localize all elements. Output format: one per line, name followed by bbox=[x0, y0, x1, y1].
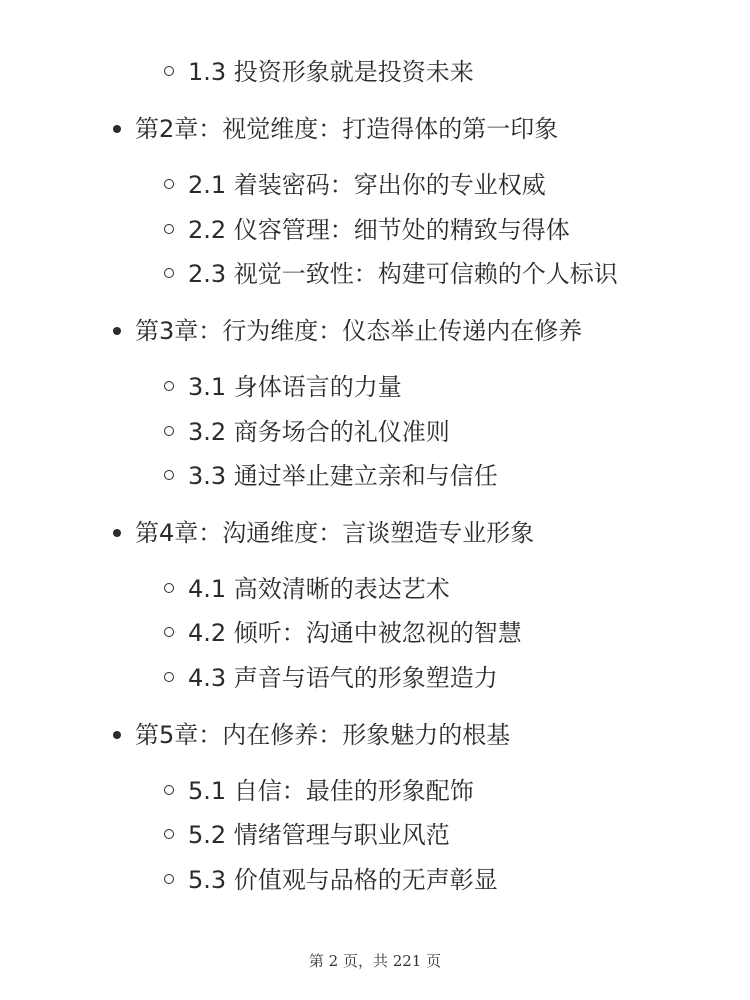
toc-section-1-3[interactable] bbox=[188, 52, 474, 92]
toc-item-label: 4.2 倾听：沟通中被忽视的智慧 bbox=[188, 619, 522, 647]
toc-section-4-2[interactable] bbox=[188, 613, 522, 653]
toc-section-4-1[interactable] bbox=[188, 569, 450, 609]
toc-item-label: 2.3 视觉一致性：构建可信赖的个人标识 bbox=[188, 260, 618, 288]
toc-chapter-3[interactable] bbox=[135, 311, 582, 351]
hollow-bullet-icon bbox=[164, 874, 174, 884]
toc-item-label: 2.2 仪容管理：细节处的精致与得体 bbox=[188, 216, 570, 244]
hollow-bullet-icon bbox=[164, 627, 174, 637]
toc-item-label: 第4章：沟通维度：言谈塑造专业形象 bbox=[135, 519, 535, 547]
toc-item-label: 5.3 价值观与品格的无声彰显 bbox=[188, 866, 498, 894]
hollow-bullet-icon bbox=[164, 785, 174, 795]
toc-item-label: 第2章：视觉维度：打造得体的第一印象 bbox=[135, 115, 559, 143]
toc-item-label: 第3章：行为维度：仪态举止传递内在修养 bbox=[135, 317, 583, 345]
hollow-bullet-icon bbox=[164, 179, 174, 189]
toc-section-3-2[interactable] bbox=[188, 412, 450, 452]
toc-item-label: 3.2 商务场合的礼仪准则 bbox=[188, 418, 450, 446]
toc-chapter-4[interactable] bbox=[135, 513, 534, 553]
toc-section-3-1[interactable] bbox=[188, 367, 402, 407]
toc-section-2-3[interactable] bbox=[188, 254, 618, 294]
toc-item-label: 3.1 身体语言的力量 bbox=[188, 373, 402, 401]
solid-bullet-icon bbox=[113, 327, 121, 335]
toc-item-label: 2.1 着装密码：穿出你的专业权威 bbox=[188, 171, 546, 199]
hollow-bullet-icon bbox=[164, 583, 174, 593]
toc-section-5-1[interactable] bbox=[188, 771, 474, 811]
toc-item-label: 第5章：内在修养：形象魅力的根基 bbox=[135, 721, 511, 749]
toc-item-label: 4.3 声音与语气的形象塑造力 bbox=[188, 664, 498, 692]
hollow-bullet-icon bbox=[164, 672, 174, 682]
hollow-bullet-icon bbox=[164, 268, 174, 278]
toc-section-2-2[interactable] bbox=[188, 210, 570, 250]
hollow-bullet-icon bbox=[164, 829, 174, 839]
toc-section-3-3[interactable] bbox=[188, 456, 498, 496]
hollow-bullet-icon bbox=[164, 470, 174, 480]
toc-item-label: 3.3 通过举止建立亲和与信任 bbox=[188, 462, 498, 490]
solid-bullet-icon bbox=[113, 125, 121, 133]
page-number-footer: 第 2 页，共 221 页 bbox=[308, 952, 442, 970]
solid-bullet-icon bbox=[113, 731, 121, 739]
toc-item-label: 5.1 自信：最佳的形象配饰 bbox=[188, 777, 474, 805]
toc-section-5-2[interactable] bbox=[188, 815, 450, 855]
hollow-bullet-icon bbox=[164, 66, 174, 76]
toc-section-5-3[interactable] bbox=[188, 860, 498, 900]
hollow-bullet-icon bbox=[164, 381, 174, 391]
hollow-bullet-icon bbox=[164, 224, 174, 234]
toc-section-2-1[interactable] bbox=[188, 165, 546, 205]
hollow-bullet-icon bbox=[164, 426, 174, 436]
toc-item-label: 5.2 情绪管理与职业风范 bbox=[188, 821, 450, 849]
solid-bullet-icon bbox=[113, 529, 121, 537]
toc-chapter-2[interactable] bbox=[135, 109, 558, 149]
toc-item-label: 1.3 投资形象就是投资未来 bbox=[188, 58, 474, 86]
toc-section-4-3[interactable] bbox=[188, 658, 498, 698]
toc-item-label: 4.1 高效清晰的表达艺术 bbox=[188, 575, 450, 603]
toc-chapter-5[interactable] bbox=[135, 715, 510, 755]
